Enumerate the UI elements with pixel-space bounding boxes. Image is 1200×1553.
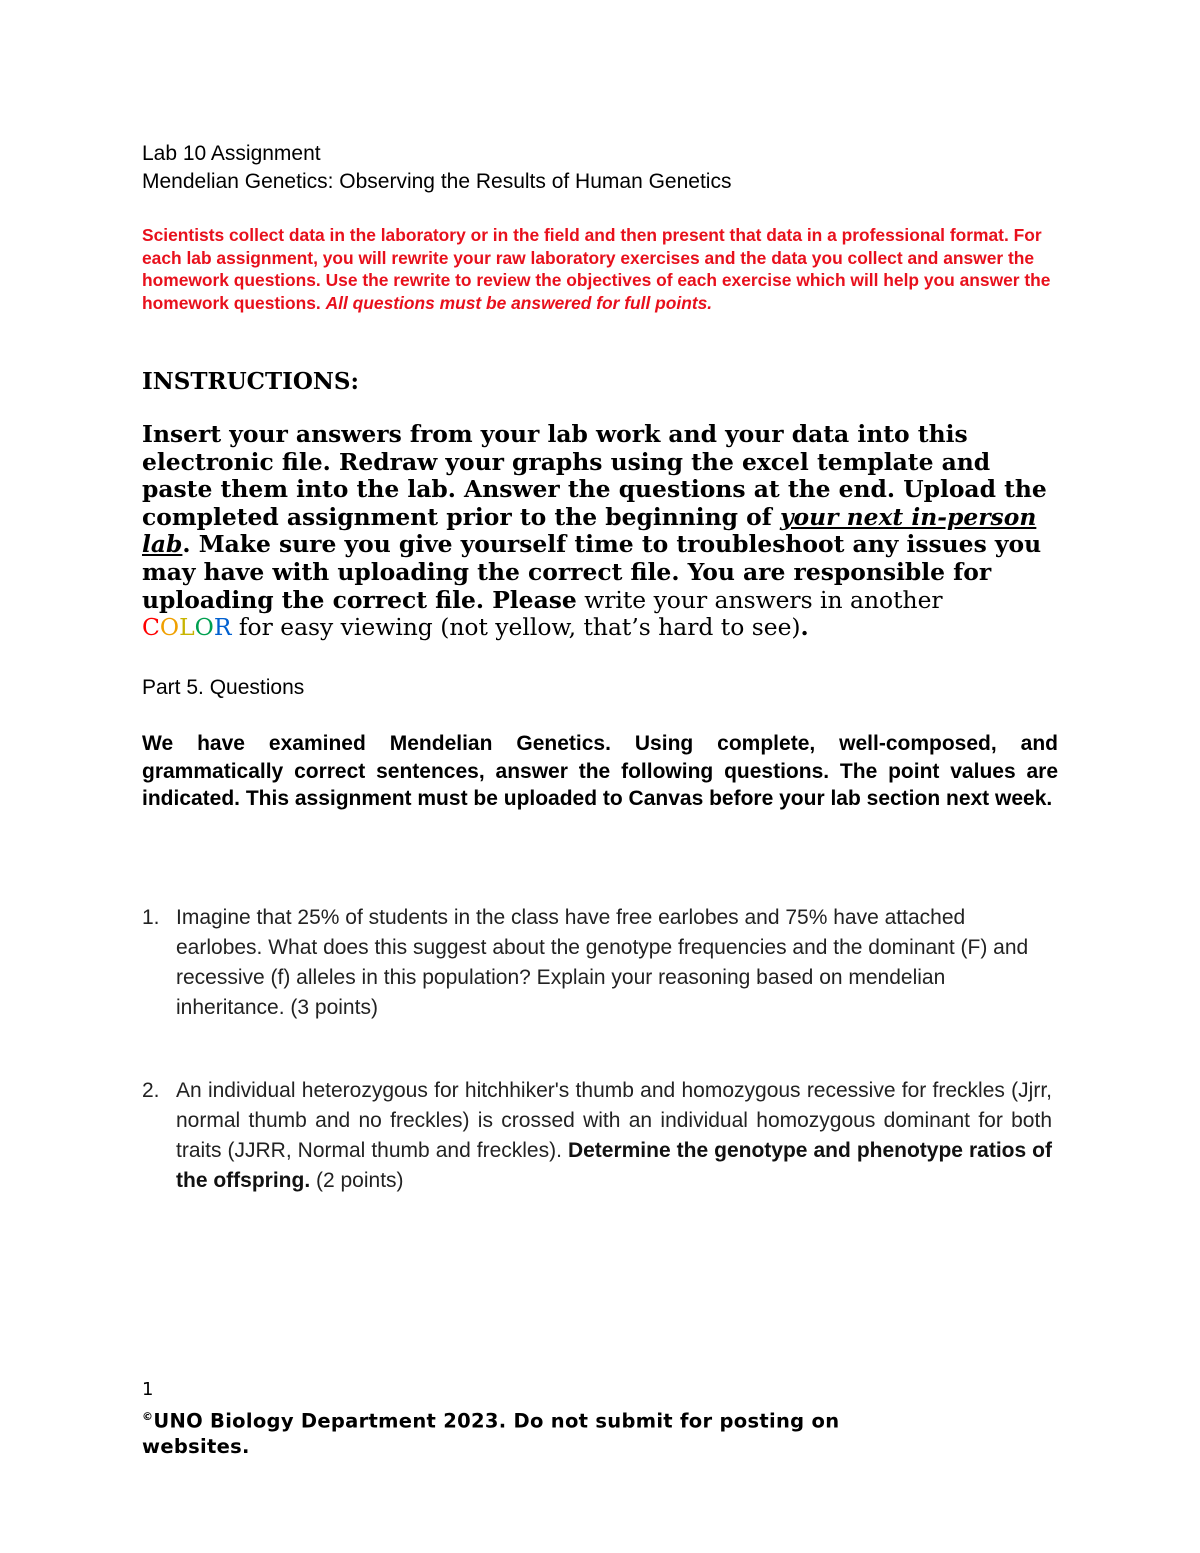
instructions-heading: INSTRUCTIONS:	[142, 368, 360, 395]
instructions-period: .	[800, 613, 809, 642]
part5-heading: Part 5. Questions	[142, 676, 305, 699]
color-letter-o1: O	[159, 613, 180, 642]
page-number: 1	[142, 1379, 154, 1400]
instructions-text-end: for easy viewing (not yellow, that’s hard to see)	[231, 613, 801, 642]
lab-subtitle: Mendelian Genetics: Observing the Results of Human Genetics	[142, 170, 732, 193]
intro-text: Scientists collect data in the laboratory or in the field and then present that data in a professional format. For each lab assignment, you will rewrite your raw laboratory exercises and the data you collect and answer the homework questions. Use the rewrite to review the objectives of each exercise which will help you answer the homework questions.	[142, 225, 1051, 313]
question-number: 1.	[142, 906, 160, 929]
question-body	[176, 1076, 1052, 1196]
instructions-paragraph	[142, 421, 1067, 642]
intro-paragraph	[142, 224, 1072, 314]
color-letter-c: C	[142, 613, 160, 642]
question-bold-text: Determine the genotype and phenotype ratios of the offspring.	[176, 1139, 1052, 1192]
question-2	[142, 1076, 1052, 1196]
part5-intro: We have examined Mendelian Genetics. Using complete, well-composed, and grammatically correct sentences, answer the following questions. The point values are indicated. This assignment must be uploaded to Canvas before your lab section next week.	[142, 732, 1058, 811]
intro-emphasis: All questions must be answered for full points.	[325, 292, 713, 313]
lab-title: Lab 10 Assignment	[142, 142, 321, 165]
footer-note-text: UNO Biology Department 2023. Do not submit for posting on websites.	[142, 1409, 840, 1458]
instructions-text-normal: write your answers in another	[576, 585, 943, 614]
color-letter-o2: O	[194, 613, 214, 642]
question-1	[142, 903, 1052, 1023]
color-letter-l: L	[179, 613, 195, 642]
question-text: Imagine that 25% of students in the class have free earlobes and 75% have attached earlobes. What does this suggest about the genotype frequencies and the dominant (F) and recessive (f) alleles in this population? Explain your reasoning based on mendelian inheritance. (3 points)	[176, 906, 1029, 1019]
instructions-underlined: your next in-person lab	[142, 502, 1037, 559]
instructions-text-after: . Make sure you give yourself time to troubleshoot any issues you may have with uploading the correct file. You are responsible for uploading the correct file. Please	[142, 530, 1042, 614]
question-points: (2 points)	[310, 1169, 404, 1192]
footer-note	[142, 1404, 942, 1459]
instructions-text-before: Insert your answers from your lab work and your data into this electronic file. Redraw your graphs using the excel template and paste them into the lab. Answer the questions at the end. Upload the completed assignment prior to the beginning of	[142, 420, 1047, 531]
question-text: An individual heterozygous for hitchhiker's thumb and homozygous recessive for freckles (Jjrr, normal thumb and no freckles) is crossed with an individual homozygous dominant for both traits (JJRR, Normal thumb and freckles).	[176, 1079, 1052, 1162]
color-letter-r: R	[213, 613, 232, 642]
copyright-mark: ©	[142, 1410, 154, 1423]
question-number: 2.	[142, 1079, 160, 1102]
